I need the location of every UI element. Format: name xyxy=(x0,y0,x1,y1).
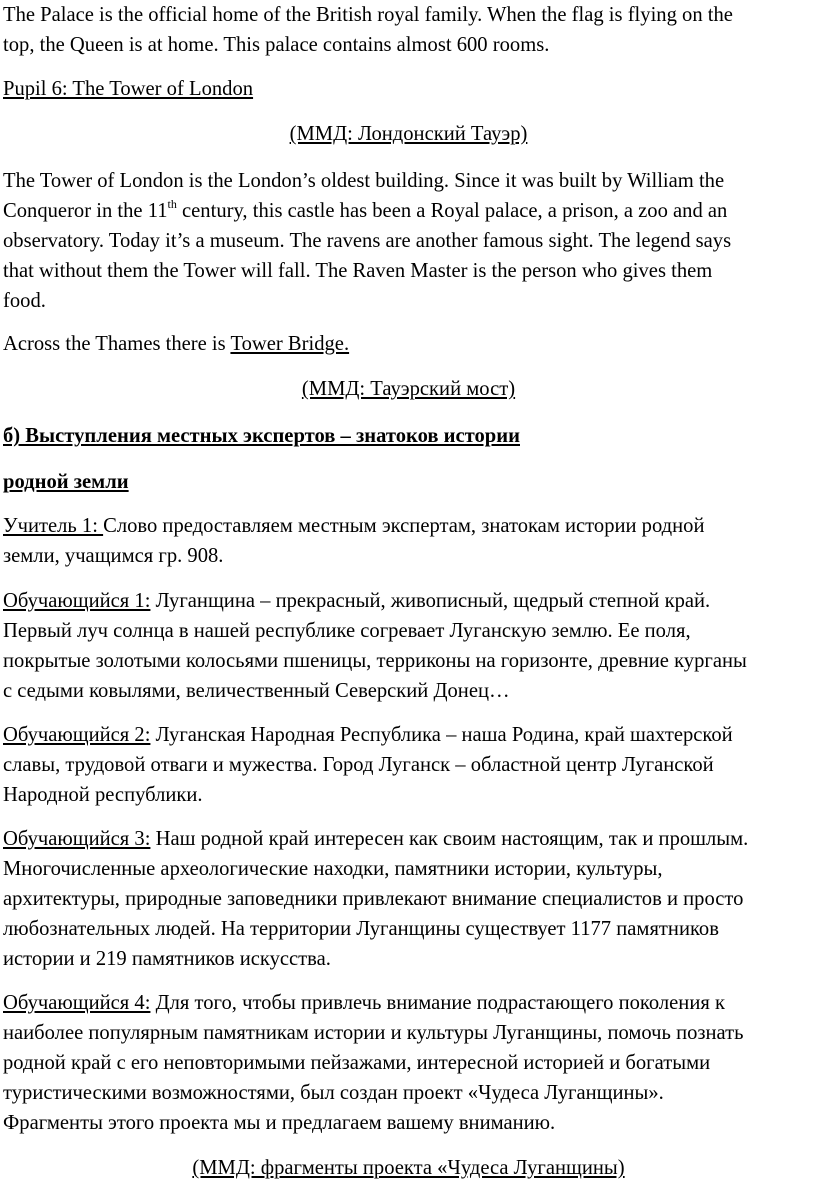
student2-line-2: славы, трудовой отваги и мужества. Город Луганск – областной центр Луганской xyxy=(3,754,714,776)
section-b-line-2: родной земли xyxy=(3,471,129,493)
ordinal-suffix: th xyxy=(167,197,177,211)
student1-line-1: Луганщина – прекрасный, живописный, щедрый степной край. xyxy=(150,590,711,612)
student1-label: Обучающийся 1: xyxy=(3,590,151,612)
student1-line-4: с седыми ковылями, величественный Северский Донец… xyxy=(3,680,510,702)
student1-line-2: Первый луч солнца в нашей республике согревает Луганскую землю. Ее поля, xyxy=(3,620,691,642)
section-b-heading-cont xyxy=(3,467,814,497)
student2-line-1: Луганская Народная Республика – наша Родина, край шахтерской xyxy=(150,724,733,746)
tower-line-2b: century, this castle has been a Royal palace, a prison, a zoo and an xyxy=(176,200,728,222)
tower-paragraph xyxy=(3,166,814,316)
student1-line-3: покрытые золотыми колосьями пшеницы, терриконы на горизонте, древние курганы xyxy=(3,650,747,672)
teacher1-line-2: земли, учащимся гр. 908. xyxy=(3,545,224,567)
teacher1-line-1: Слово предоставляем местным экспертам, знатокам истории родной xyxy=(103,515,705,537)
student4-line-3: родной край с его неповторимыми пейзажами, интересной историей и богатыми xyxy=(3,1052,711,1074)
section-b-heading xyxy=(3,421,814,451)
student3-line-5: истории и 219 памятников искусства. xyxy=(3,948,331,970)
student1-paragraph xyxy=(3,586,814,706)
tower-line-5: food. xyxy=(3,290,46,312)
student4-paragraph xyxy=(3,988,814,1138)
student2-label: Обучающийся 2: xyxy=(3,724,151,746)
student2-paragraph xyxy=(3,720,814,810)
student4-line-4: туристическими возможностями, был создан проект «Чудеса Луганщины». xyxy=(3,1082,664,1104)
teacher1-paragraph xyxy=(3,511,814,571)
student3-paragraph xyxy=(3,824,814,974)
student4-label: Обучающийся 4: xyxy=(3,992,151,1014)
thames-text: Across the Thames there is xyxy=(3,333,231,355)
tower-bridge-link: Tower Bridge. xyxy=(230,333,350,355)
tower-line-4: that without them the Tower will fall. The Raven Master is the person who gives them xyxy=(3,260,713,282)
student4-line-5: Фрагменты этого проекта мы и предлагаем вашему вниманию. xyxy=(3,1112,556,1134)
tower-line-3: observatory. Today it’s a museum. The ravens are another famous sight. The legend says xyxy=(3,230,732,252)
student3-label: Обучающийся 3: xyxy=(3,828,151,850)
student2-line-3: Народной республики. xyxy=(3,784,203,806)
section-b-line-1: б) Выступления местных экспертов – знатоков истории xyxy=(3,425,520,447)
thames-paragraph xyxy=(3,329,814,359)
mmd-project-caption: (ММД: фрагменты проекта «Чудеса Луганщины) xyxy=(192,1157,625,1179)
student4-line-2: наиболее популярным памятникам истории и культуры Луганщины, помочь познать xyxy=(3,1022,744,1044)
intro-paragraph xyxy=(3,0,814,60)
pupil6-heading: Pupil 6: The Tower of London xyxy=(3,78,254,100)
student3-line-4: любознательных людей. На территории Луганщины существует 1177 памятников xyxy=(3,918,719,940)
tower-line-2a: Conqueror in the 11 xyxy=(3,200,168,222)
student3-line-2: Многочисленные археологические находки, памятники истории, культуры, xyxy=(3,858,663,880)
student3-line-3: архитектуры, природные заповедники привлекают внимание специалистов и просто xyxy=(3,888,744,910)
student3-line-1: Наш родной край интересен как своим настоящим, так и прошлым. xyxy=(150,828,749,850)
intro-line-1: The Palace is the official home of the British royal family. When the flag is flying on the xyxy=(3,4,733,26)
tower-line-1: The Tower of London is the London’s oldest building. Since it was built by William the xyxy=(3,170,725,192)
teacher1-label: Учитель 1: xyxy=(3,515,104,537)
student4-line-1: Для того, чтобы привлечь внимание подрастающего поколения к xyxy=(150,992,725,1014)
mmd-bridge-caption: (ММД: Тауэрский мост) xyxy=(301,378,516,400)
intro-line-2: top, the Queen is at home. This palace contains almost 600 rooms. xyxy=(3,34,550,56)
mmd-tower-caption: (ММД: Лондонский Тауэр) xyxy=(289,123,528,145)
